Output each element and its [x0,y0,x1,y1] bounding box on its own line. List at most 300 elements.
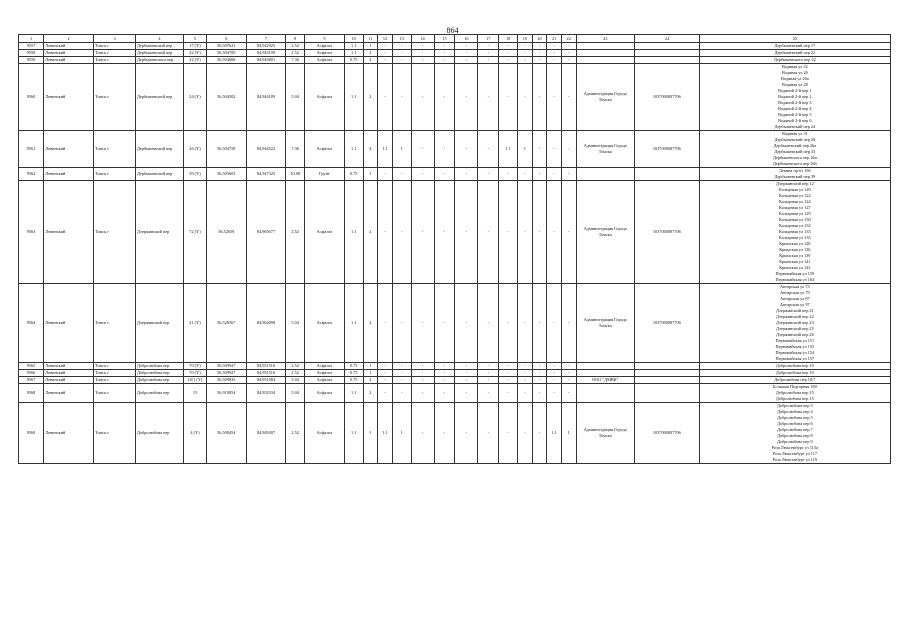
address-line: Дзержинский пер 12 [775,181,814,186]
table-cell: 84,944522 [246,131,286,168]
table-cell: - [411,57,434,64]
address-line: Добролюбова пер 7 [776,427,813,432]
table-cell: - [547,64,562,131]
address-line: Крымская ул 128 [779,241,811,246]
address-line: Водяной 2-й пер 6 [778,118,812,123]
table-cell: Дербышевский пер [135,131,183,168]
table-cell [576,384,634,403]
table-cell: 9564 [19,284,44,363]
table-cell: - [561,370,576,377]
header-cell: 6 [206,35,246,43]
address-line: Водяной 2-й пер 1 [778,88,812,93]
address-line: Кольцевая ул 135 [779,235,811,240]
table-cell: - [478,363,499,370]
table-row [19,57,891,64]
table-cell: - [532,403,547,464]
header-cell: 16 [455,35,478,43]
table-cell: 9557 [19,43,44,50]
address-line: Дербышевский пер 33 [774,149,816,154]
table-cell [634,384,699,403]
table-cell: 5.04 [286,384,305,403]
table-cell: Администрация Города Томска [576,403,634,464]
table-cell: - [378,50,393,57]
table-cell: 1 [518,131,533,168]
table-cell: 2.52 [286,370,305,377]
table-cell: - [378,168,393,181]
table-cell: - [547,284,562,363]
page-number: 864 [446,26,459,35]
table-cell [634,50,699,57]
table-cell [634,370,699,377]
table-cell: - [411,131,434,168]
table-cell: - [455,64,478,131]
table-row [19,43,891,50]
table-cell: - [499,363,518,370]
table-cell: 9563 [19,181,44,284]
address-line: Дербышевский пер 26 [774,137,816,142]
table-cell [634,43,699,50]
table-cell: - [518,57,533,64]
table-cell: 1 [363,363,378,370]
table-cell: 2 [363,377,378,384]
table-cell: - [411,377,434,384]
table-row [19,181,891,284]
table-cell: - [561,384,576,403]
table-cell: 1 [392,403,411,464]
table-cell: - [561,363,576,370]
table-cell: - [455,384,478,403]
table-cell: - [411,384,434,403]
table-cell: - [434,57,455,64]
table-cell: - [455,363,478,370]
table-cell: - [455,403,478,464]
table-cell: - [411,363,434,370]
table-cell: 84,942925 [246,43,286,50]
table-cell: - [499,384,518,403]
table-cell: - [392,370,411,377]
table-cell: - [411,168,434,181]
address-cell [699,131,890,168]
table-cell [576,168,634,181]
table-cell: 0.75 [344,168,363,181]
address-line: Добролюбова пер 10 [775,370,814,375]
table-cell: - [411,64,434,131]
header-cell: 12 [378,35,393,43]
header-cell: 10 [344,35,363,43]
address-line: Водяной 2-й пер 4 [778,106,812,111]
table-cell: - [547,181,562,284]
address-cell [699,181,890,284]
table-cell: Дербышевский пер [135,43,183,50]
table-cell: - [499,64,518,131]
table-cell: 2 [363,181,378,284]
table-cell [634,168,699,181]
table-cell: 56,509835 [206,377,246,384]
table-cell: 1.1 [344,384,363,403]
table-cell [576,57,634,64]
table-cell: 2 [363,57,378,64]
header-cell: 2 [44,35,94,43]
address-line: Добролюбова пер 5 [776,415,813,420]
address-line: Роза Люксембург ул 115а [771,445,819,450]
address-line: Дзержинский пер 25 [775,326,814,331]
header-cell: 5 [183,35,206,43]
table-cell: Дербышевский пер [135,50,183,57]
table-cell: 1.1 [378,403,393,464]
table-cell: 1037000087706 [634,181,699,284]
table-cell: Администрация Города Томска [576,181,634,284]
table-cell: - [378,370,393,377]
address-line: Добролюбова пер 3 [776,403,813,408]
table-cell: Асфальт [305,403,345,464]
table-cell: 24 (Y) [183,64,206,131]
header-cell: 15 [434,35,455,43]
table-cell [634,377,699,384]
table-cell: - [478,384,499,403]
address-line: Дербышевский пер 24 [774,124,816,129]
table-cell: 1.1 [344,131,363,168]
table-cell: 2 [363,50,378,57]
table-cell: Ленинский [44,377,94,384]
table-cell: - [392,168,411,181]
table-cell: - [478,181,499,284]
header-cell: 20 [532,35,547,43]
table-cell: - [478,43,499,50]
table-cell: 84,943801 [246,57,286,64]
table-cell: - [392,64,411,131]
table-cell: - [532,363,547,370]
address-cell [699,284,890,363]
table-cell: 9562 [19,168,44,181]
table-cell: 1.1 [344,284,363,363]
address-line: Дербышевский пер 22 [774,50,816,55]
table-cell: 1 [561,403,576,464]
address-cell [699,168,890,181]
table-cell [634,363,699,370]
table-cell: - [561,131,576,168]
table-cell: 10.08 [286,168,305,181]
table-cell: 56,910854 [206,384,246,403]
address-line: Водяная ул 26 [781,70,808,75]
address-line: Водяная ул 31 [781,131,808,136]
table-cell: - [547,370,562,377]
table-cell: 2.52 [286,363,305,370]
table-cell: - [547,363,562,370]
table-cell: - [455,284,478,363]
table-cell: - [478,370,499,377]
address-line: Дзержинский пер 21 [775,308,814,313]
table-cell: - [455,168,478,181]
table-cell: 4 (Y) [183,403,206,464]
table-cell: 56,509927 [206,363,246,370]
address-line: Водяная ул 28 [781,82,808,87]
table-cell: - [532,57,547,64]
table-row [19,168,891,181]
table-cell: 7.36 [286,131,305,168]
table-cell: 21 (Y) [183,284,206,363]
table-cell [634,57,699,64]
address-line: Добролюбова пер 15 [775,396,814,401]
table-cell: - [455,370,478,377]
table-cell: - [499,57,518,64]
table-cell: Томск г [94,377,136,384]
table-cell: 22 (Y) [183,57,206,64]
address-line: Добролюбова пер 6 [776,421,813,426]
address-cell [699,403,890,464]
table-cell: 5.04 [286,64,305,131]
address-line: Дербышевский пер 17 [774,43,816,48]
header-cell: 23 [576,35,634,43]
table-cell: Ленинский [44,50,94,57]
table-cell: 84,944189 [246,64,286,131]
table-cell: - [411,403,434,464]
address-cell [699,57,890,64]
address-cell [699,363,890,370]
address-line: Кольцевая ул 129 [779,211,811,216]
table-cell: Ленинский [44,284,94,363]
address-line: Крымская ул 130 [779,247,811,252]
header-cell: 22 [561,35,576,43]
table-cell: - [499,50,518,57]
table-cell: 56,52659 [206,181,246,284]
table-cell: 56,504758 [206,131,246,168]
table-cell: 15 [183,384,206,403]
address-line: Дзержинский пер 23 [775,320,814,325]
table-cell: - [518,284,533,363]
table-cell: Дзержинский пер [135,181,183,284]
registry-table [18,34,891,464]
table-cell: Ленинский [44,131,94,168]
table-cell: - [434,363,455,370]
table-cell: Ленинский [44,43,94,50]
table-cell: 1037000087706 [634,403,699,464]
table-cell: 1 [363,43,378,50]
table-cell: - [434,43,455,50]
table-cell: Ленинский [44,168,94,181]
table-cell: 2.52 [286,181,305,284]
table-cell: Ленинский [44,181,94,284]
table-cell: Асфальт [305,370,345,377]
table-cell: - [547,168,562,181]
table-cell: Добролюбова пер [135,403,183,464]
table-cell: 1037000087706 [634,284,699,363]
table-cell: 1037000087706 [634,64,699,131]
header-cell: 1 [19,35,44,43]
header-cell: 11 [363,35,378,43]
address-line: Добролюбова пер 8 [776,433,813,438]
address-line: Дзержинский пер 26 [775,332,814,337]
address-line: Крымская ул 141 [779,259,811,264]
table-cell: 2 [363,284,378,363]
address-line: Добролюбова пер 15 [775,390,814,395]
table-cell: 84,949307 [246,403,286,464]
address-line: Первомайская ул 153 [775,344,815,349]
table-cell: 56,509927 [206,370,246,377]
table-cell: Добролюбова пер [135,377,183,384]
address-line: Ангарская ул 73 [780,284,810,289]
table-cell: Асфальт [305,363,345,370]
address-line: Дербышевского пер 26б [772,161,817,166]
table-cell: 84,947325 [246,168,286,181]
table-cell: - [478,377,499,384]
table-cell: Асфальт [305,64,345,131]
table-cell: - [434,384,455,403]
table-cell: 84,943109 [246,50,286,57]
table-cell: Томск г [94,284,136,363]
header-cell: 8 [286,35,305,43]
table-cell: 1.1 [344,403,363,464]
table-cell: - [547,131,562,168]
address-line: Ангарская ул 97 [780,302,810,307]
table-cell: 26 (Y) [183,131,206,168]
table-cell: 39 (Y) [183,168,206,181]
address-line: Первомайская ул 159 [775,271,815,276]
table-cell: 2 [363,64,378,131]
table-cell: Грунт [305,168,345,181]
table-cell: Ленинский [44,403,94,464]
table-cell: 1.1 [344,43,363,50]
table-cell: 10/1 (Y) [183,377,206,384]
table-cell: - [561,50,576,57]
table-cell: - [518,384,533,403]
address-line: Добролюбова пер 4 [776,409,813,414]
table-cell: 2 [363,384,378,403]
table-cell: 1 [392,131,411,168]
header-cell: 18 [499,35,518,43]
address-line: Левина пр-кт 16б [778,168,811,173]
header-cell: 7 [246,35,286,43]
table-cell: - [434,284,455,363]
table-cell: - [478,131,499,168]
table-cell: Добролюбова пер [135,370,183,377]
table-cell: - [392,181,411,284]
table-cell: - [561,64,576,131]
table-cell: - [455,131,478,168]
table-row [19,370,891,377]
table-cell: - [518,181,533,284]
table-cell: - [518,377,533,384]
table-cell: - [378,363,393,370]
table-cell: - [547,384,562,403]
table-cell: 1.1 [547,403,562,464]
table-cell: Томск г [94,403,136,464]
table-cell: Ленинский [44,64,94,131]
table-cell: - [434,131,455,168]
table-cell: - [561,168,576,181]
table-cell: - [378,181,393,284]
table-cell: Добролюбова пер [135,363,183,370]
table-cell: - [499,168,518,181]
address-line: Водяной 2-й пер 3 [778,100,812,105]
table-cell: 84,965677 [246,181,286,284]
table-cell: 1 [363,403,378,464]
table-cell: - [455,57,478,64]
table-cell: - [561,181,576,284]
header-cell: 19 [518,35,533,43]
address-line: Роза Люксембург ул 117 [772,451,818,456]
table-cell: Томск г [94,43,136,50]
table-cell: 56,504502 [206,64,246,131]
table-cell: - [411,181,434,284]
table-cell: - [561,43,576,50]
table-cell [576,370,634,377]
header-cell: 4 [135,35,183,43]
table-cell: - [478,168,499,181]
address-cell [699,64,890,131]
table-cell: - [478,50,499,57]
table-cell: - [434,64,455,131]
table-cell: - [378,57,393,64]
table-cell: 56,526567 [206,284,246,363]
table-cell: - [411,284,434,363]
table-cell: - [392,284,411,363]
header-cell: 25 [699,35,890,43]
table-cell: Ленинский [44,384,94,403]
table-cell: - [378,284,393,363]
table-cell: - [455,181,478,284]
table-cell: 0.75 [344,377,363,384]
table-cell: Асфальт [305,57,345,64]
table-cell: - [518,43,533,50]
table-cell: - [392,57,411,64]
table-cell [576,43,634,50]
table-cell: - [532,284,547,363]
table-cell: 56,508454 [206,403,246,464]
table-cell: 0.75 [344,363,363,370]
address-line: Кольцевая ул 132 [779,223,811,228]
table-cell: - [378,64,393,131]
table-cell: - [518,403,533,464]
table-cell: 0.75 [344,57,363,64]
table-cell: 17 (Y) [183,43,206,50]
address-line: Кольцевая ул 130 [779,217,811,222]
address-line: Ангарская ул 87 [780,296,810,301]
address-line: Кольцевая ул 127 [779,205,811,210]
table-cell: - [547,377,562,384]
table-cell: 0.75 [344,370,363,377]
table-cell: - [561,57,576,64]
table-cell: 84,951516 [246,363,286,370]
table-cell: 4 [363,131,378,168]
address-line: Добролюбова пер 10/7 [774,377,816,382]
table-cell: - [411,43,434,50]
address-line: Ангарская ул 79 [780,290,810,295]
address-line: Кольцевая ул 120 [779,187,811,192]
table-cell: - [411,370,434,377]
address-cell [699,377,890,384]
table-cell: - [547,57,562,64]
table-cell: - [561,377,576,384]
table-cell: - [392,43,411,50]
table-cell: Томск г [94,363,136,370]
table-cell: 7.36 [286,57,305,64]
header-cell: 13 [392,35,411,43]
table-cell: Ленинский [44,363,94,370]
table-cell [576,363,634,370]
table-cell: - [499,370,518,377]
table-cell: Администрация Города Томска [576,131,634,168]
table-cell: 2.52 [286,50,305,57]
table-cell: 5.04 [286,377,305,384]
table-cell: 1.1 [344,181,363,284]
table-cell: - [392,384,411,403]
address-line: Первомайская ул 164 [775,277,815,282]
address-cell [699,370,890,377]
table-cell: 9559 [19,57,44,64]
table-cell: 9567 [19,377,44,384]
table-cell: Асфальт [305,384,345,403]
table-cell: - [532,131,547,168]
